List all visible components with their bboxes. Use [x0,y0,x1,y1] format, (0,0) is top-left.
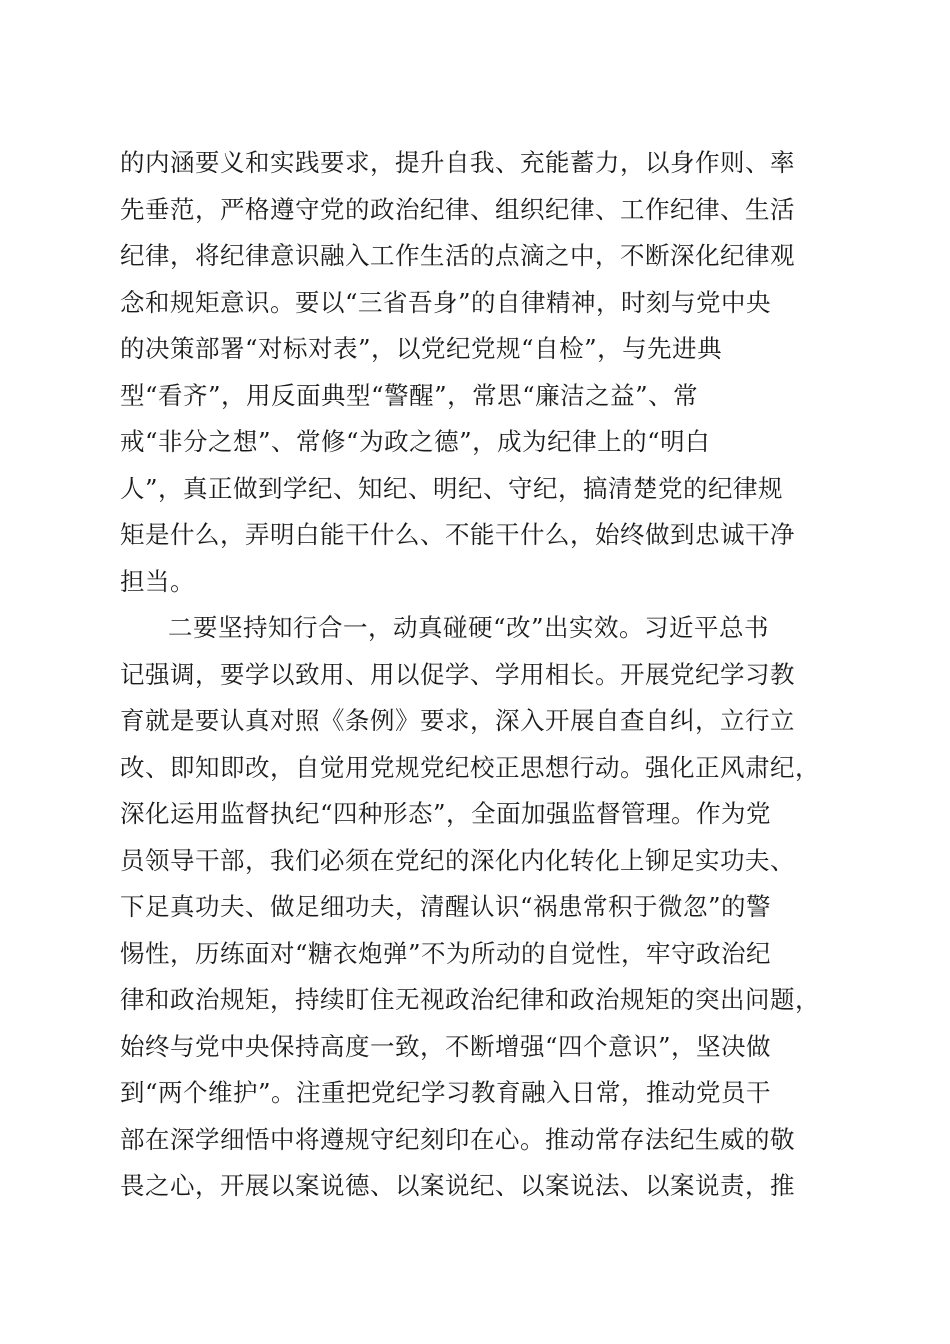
text-line: 的决策部署“对标对表”，以党纪党规“自检”，与先进典 [120,334,723,363]
paragraph-start-line: 二要坚持知行合一，动真碰硬“改”出实效。习近平总书 [168,613,770,642]
text-line: 畏之心，开展以案说德、以案说纪、以案说法、以案说责，推 [120,1171,795,1200]
text-line: 先垂范，严格遵守党的政治纪律、组织纪律、工作纪律、生活 [120,194,795,224]
text-line: 担当。 [120,566,195,596]
text-line: 戒“非分之想”、常修“为政之德”，成为纪律上的“明白 [120,427,711,456]
text-line: 深化运用监督执纪“四种形态”，全面加强监督管理。作为党 [120,799,772,828]
text-line: 的内涵要义和实践要求，提升自我、充能蓄力，以身作则、率 [120,148,795,177]
text-line: 到“两个维护”。注重把党纪学习教育融入日常，推动党员干 [120,1078,772,1107]
body-text [120,140,840,1210]
text-line: 下足真功夫、做足细功夫，清醒认识“祸患常积于微忽”的警 [120,892,772,921]
text-line: 型“看齐”，用反面典型“警醒”，常思“廉洁之益”、常 [120,380,699,410]
text-line: 惕性，历练面对“糖衣炮弹”不为所动的自觉性，牢守政治纪 [120,938,772,968]
text-line: 记强调，要学以致用、用以促学、学用相长。开展党纪学习教 [120,659,795,689]
text-line: 矩是什么，弄明白能干什么、不能干什么，始终做到忠诚干净 [120,520,795,549]
text-line: 改、即知即改，自觉用党规党纪校正思想行动。强化正风肃纪， [120,752,820,782]
text-line: 人”，真正做到学纪、知纪、明纪、守纪，搞清楚党的纪律规 [120,473,784,503]
text-line: 律和政治规矩，持续盯住无视政治纪律和政治规矩的突出问题， [120,985,820,1014]
text-line: 始终与党中央保持高度一致，不断增强“四个意识”，坚决做 [120,1031,772,1061]
text-line: 纪律，将纪律意识融入工作生活的点滴之中，不断深化纪律观 [120,241,795,270]
text-line: 育就是要认真对照《条例》要求，深入开展自查自纠，立行立 [120,706,795,735]
text-line: 念和规矩意识。要以“三省吾身”的自律精神，时刻与党中央 [120,287,772,317]
text-line: 部在深学细悟中将遵规守纪刻印在心。推动常存法纪生威的敬 [120,1124,795,1154]
text-line: 员领导干部，我们必须在党纪的深化内化转化上铆足实功夫、 [120,845,795,875]
